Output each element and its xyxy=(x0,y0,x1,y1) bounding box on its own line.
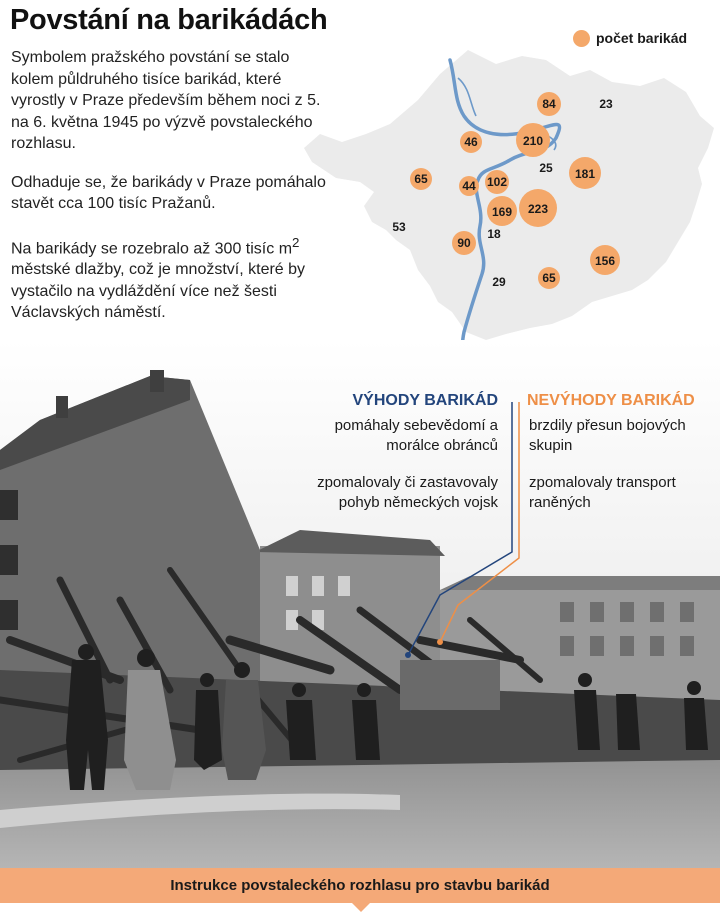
marker-label-46: 46 xyxy=(464,135,478,149)
marker-label-25: 25 xyxy=(539,161,553,175)
marker-label-210: 210 xyxy=(522,134,544,148)
intro-paragraph-2: Odhaduje se, že barikády v Praze pomáhalo stavět cca 100 tisíc Pražanů. xyxy=(11,173,326,212)
cons-item-1: brzdily přesun bojových skupin xyxy=(529,417,686,454)
marker-label-29: 29 xyxy=(492,275,506,289)
marker-label-65-west: 65 xyxy=(414,172,428,186)
banner-arrow-icon xyxy=(352,903,370,912)
marker-label-84: 84 xyxy=(542,97,556,111)
marker-label-169: 169 xyxy=(491,205,513,219)
pros-title: VÝHODY BARIKÁD xyxy=(352,392,498,409)
legend-label: počet barikád xyxy=(596,30,688,46)
prague-outline xyxy=(304,50,714,340)
marker-label-53: 53 xyxy=(392,220,406,234)
cons-list xyxy=(529,416,719,530)
radio-instructions-banner[interactable] xyxy=(0,868,720,903)
intro-paragraph-3-end: městské dlažby, což je množství, které by vystačilo na vydláždění více než šesti Václavských náměstí. xyxy=(11,261,306,322)
intro-paragraph-3-start: Na barikády se rozebralo až 300 tisíc m xyxy=(11,239,293,257)
page-title: Povstání na barikádách xyxy=(10,4,328,36)
cons-item-2: zpomalovaly transport raněných xyxy=(529,474,676,511)
marker-label-90: 90 xyxy=(457,236,471,250)
marker-label-102: 102 xyxy=(486,175,508,189)
pros-item-1: pomáhaly sebevědomí a morálce obránců xyxy=(334,417,498,454)
marker-label-156: 156 xyxy=(594,254,616,268)
marker-label-223: 223 xyxy=(527,202,549,216)
marker-label-18: 18 xyxy=(487,227,501,241)
prague-map xyxy=(300,30,720,360)
pros-list xyxy=(278,416,498,530)
square-meter-superscript: 2 xyxy=(292,234,300,250)
marker-label-181: 181 xyxy=(574,167,596,181)
intro-paragraph-3 xyxy=(11,232,331,324)
intro-paragraph-1: Symbolem pražského povstání se stalo kolem půldruhého tisíce barikád, které vyrostly v Praze především během noci z 5. na 6. května 1945 po výzvě povstaleckého rozhlasu. xyxy=(11,49,321,152)
marker-label-44: 44 xyxy=(462,179,476,193)
pros-item-2: zpomalovaly či zastavovaly pohyb německých vojsk xyxy=(317,474,498,511)
intro-text xyxy=(11,47,331,341)
marker-label-23: 23 xyxy=(599,97,613,111)
marker-label-65-south: 65 xyxy=(542,271,556,285)
banner-label: Instrukce povstaleckého rozhlasu pro stavbu barikád xyxy=(170,877,550,894)
cons-title: NEVÝHODY BARIKÁD xyxy=(527,392,695,409)
